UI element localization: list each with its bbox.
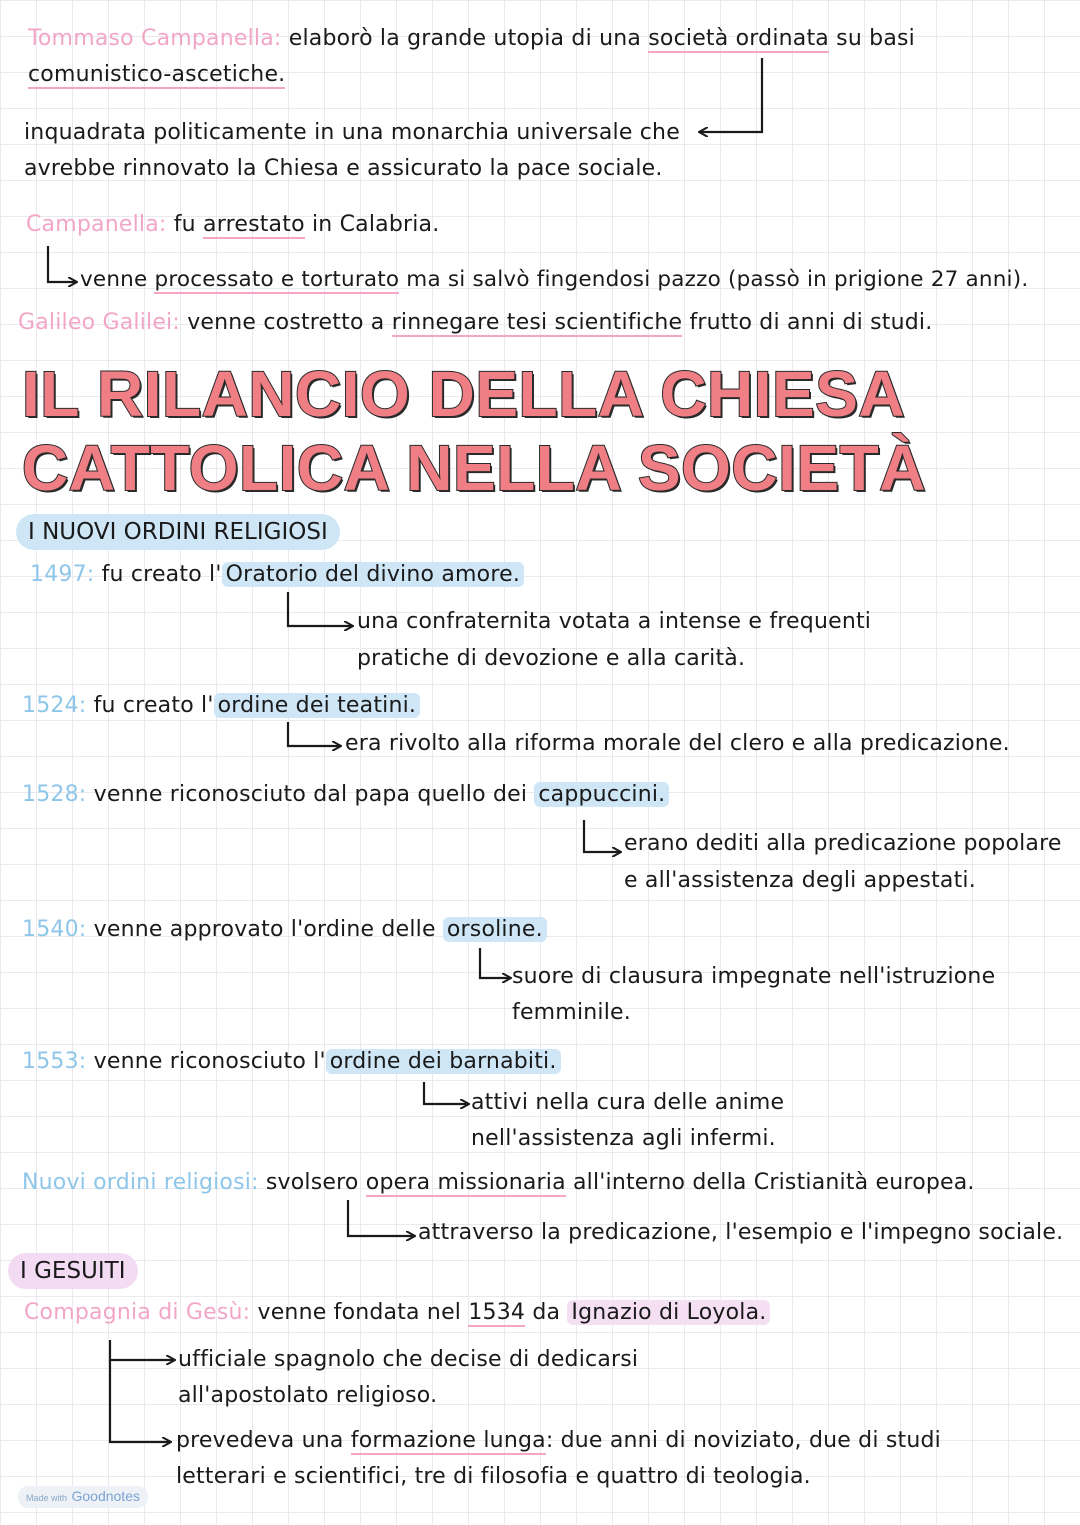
order-1528: 1528: venne riconosciuto dal papa quello dei cappuccini.: [22, 780, 669, 810]
campanella-utopia-line4: avrebbe rinnovato la Chiesa e assicurato la pace sociale.: [24, 156, 663, 181]
section-heading-jesuits: I GESUITI: [8, 1253, 138, 1289]
missionary-line: Nuovi ordini religiosi: svolsero opera missionaria all'interno della Cristianità europea.: [22, 1170, 975, 1195]
order-1497-note2: pratiche di devozione e alla carità.: [357, 646, 746, 671]
order-1540: 1540: venne approvato l'ordine delle orsoline.: [22, 915, 547, 945]
page-title-line2: CATTOLICA NELLA SOCIETÀ: [22, 432, 926, 504]
jesuits-note1a: ufficiale spagnolo che decise di dedicarsi: [178, 1347, 639, 1372]
order-1528-note2: e all'assistenza degli appestati.: [624, 868, 976, 893]
page-title-line1: IL RILANCIO DELLA CHIESA: [22, 358, 906, 430]
arrow-1540: [480, 948, 510, 978]
section-heading-orders: I NUOVI ORDINI RELIGIOSI: [16, 514, 340, 550]
arrow-1528: [584, 820, 620, 852]
arrow-1524: [288, 722, 340, 746]
arrow-jesuits-2: [110, 1360, 170, 1442]
jesuits-note1b: all'apostolato religioso.: [178, 1383, 438, 1408]
order-1540-note2: femminile.: [512, 1000, 631, 1025]
order-1553-note2: nell'assistenza agli infermi.: [471, 1126, 776, 1151]
label-campanella: Tommaso Campanella:: [28, 26, 282, 51]
order-1553: 1553: venne riconosciuto l' ordine dei barnabiti.: [22, 1047, 561, 1077]
order-1497: 1497: fu creato l' Oratorio del divino amore.: [30, 560, 524, 590]
goodnotes-badge: Made with Goodnotes: [18, 1486, 148, 1508]
arrow-1497: [288, 592, 352, 626]
underline-societa: società ordinata: [648, 26, 829, 51]
campanella-arrest-line: Campanella: fu arrestato in Calabria.: [26, 212, 440, 237]
jesuits-note2b: letterari e scientifici, tre di filosofia e quattro di teologia.: [176, 1464, 811, 1489]
arrow-missionary: [348, 1200, 414, 1236]
arrow-jesuits-1: [110, 1340, 174, 1360]
galileo-line: Galileo Galilei: venne costretto a rinnegare tesi scientifiche frutto di anni di studi.: [18, 310, 933, 335]
campanella-utopia-line3: inquadrata politicamente in una monarchia universale che: [24, 120, 680, 145]
order-1524: 1524: fu creato l' ordine dei teatini.: [22, 691, 420, 721]
order-1540-note1: suore di clausura impegnate nell'istruzione: [512, 964, 996, 989]
campanella-utopia-line1: Tommaso Campanella: elaborò la grande utopia di una società ordinata su basi: [28, 26, 915, 51]
jesuits-note2a: prevedeva una formazione lunga: due anni di noviziato, due di studi: [176, 1428, 941, 1453]
order-1528-note1: erano dediti alla predicazione popolare: [624, 831, 1062, 856]
order-1497-note1: una confraternita votata a intense e frequenti: [357, 609, 872, 634]
arrow-utopia: [700, 58, 762, 132]
campanella-process-line: venne processato e torturato ma si salvò fingendosi pazzo (passò in prigione 27 anni).: [80, 267, 1029, 292]
missionary-note: attraverso la predicazione, l'esempio e l'impegno sociale.: [418, 1220, 1064, 1245]
campanella-utopia-line2: comunistico-ascetiche.: [28, 62, 286, 87]
order-1553-note1: attivi nella cura delle anime: [471, 1090, 785, 1115]
order-1524-note1: era rivolto alla riforma morale del clero e alla predicazione.: [345, 731, 1010, 756]
jesuits-line: Compagnia di Gesù: venne fondata nel 1534 da Ignazio di Loyola.: [24, 1298, 770, 1328]
arrow-processed: [48, 246, 76, 282]
arrow-1553: [424, 1082, 468, 1104]
